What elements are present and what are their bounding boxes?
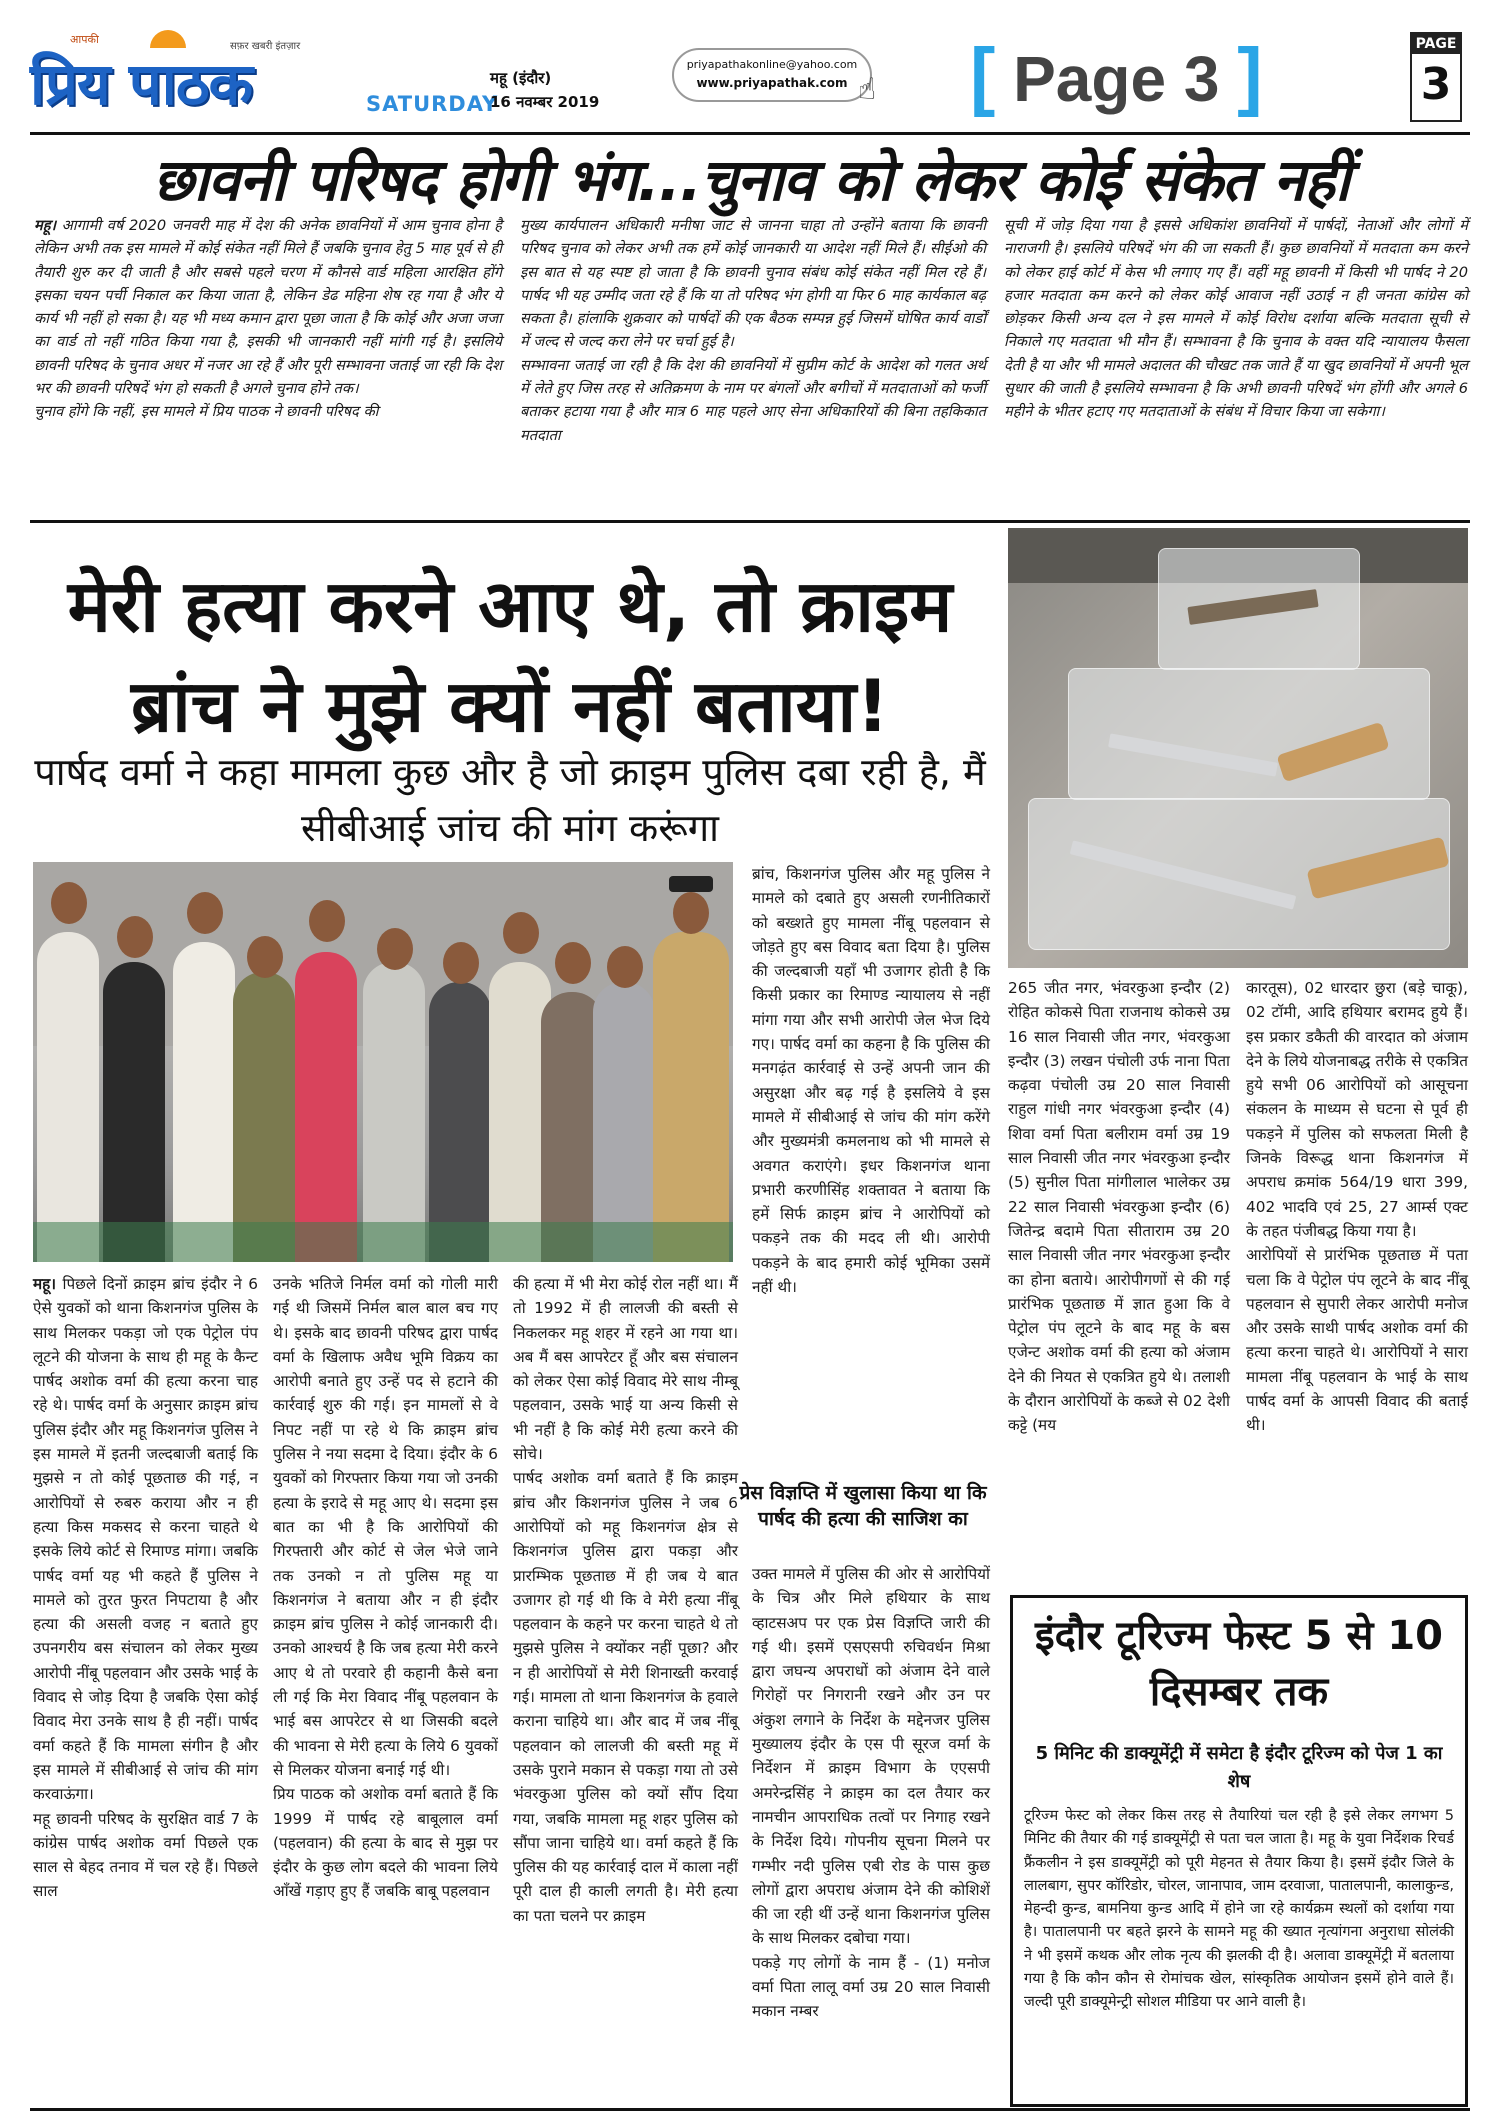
story3-headline: इंदौर टूरिज्म फेस्ट 5 से 10 दिसम्बर तक [1034, 1613, 1443, 1715]
story2-crosshead: प्रेस विज्ञप्ति में खुलासा किया था कि पार्षद की हत्या की साजिश का [739, 1482, 987, 1530]
story2-dateline: महू। [33, 1275, 57, 1293]
story1-column-3: सूची में जोड़ दिया गया है इससे अधिकांश छावनियों में पार्षदों, नेताओं और लोगों में नाराजगी है। इसलिये परिषदें भंग की जा सकती हैं। कुछ छावनियों में मतदाता कम करने को लेकर हाई कोर्ट में केस भी लगाए गए हैं। वहीं महू छावनी में किसी भी पार्षद ने 20 हजार मतदाता कम करने को लेकर कोई आवाज नहीं उठाई न ही जनता कांग्रेस को छोड़कर किसी अन्य दल ने इस मामले में कोई विरोध दर्शाया बल्कि मतदाता सूची से निकाले गए मतदाता भी मौन हैं। सम्भावना है कि चुनाव के वक्त यदि न्यायालय फैसला देती है या और भी मामले अदालत की चौखट तक जाते हैं या खुद छावनियों में अपनी भूल सुधार की जाती है इसलिये सम्भावना है कि अभी छावनी परिषदें भंग होंगी और अगले 6 महीने के भीतर हटाए गए मतदाताओं के संबंध में विचार किया जा सकेगा। [1004, 217, 1468, 421]
story3-body: टूरिज्म फेस्ट को लेकर किस तरह से तैयारियां चल रही है इसे लेकर लगभग 5 मिनिट की तैयार की गई डाक्यूमेंट्री से पता चल जाता है। महू के युवा निर्देशक रिचर्ड फ्रैंकलीन ने इस डाक्यूमेंट्री को पूरी मेहनत से तैयार किया है। इसमें इंदौर जिले के लालबाग, सुपर कॉरिडोर, चोरल, जानापाव, जाम दरवाजा, पातालपानी, कालाकुन्ड, मेहन्दी कुन्ड, बामनिया कुन्ड आदि में होने जा रहे कार्यक्रम स्थलों को दर्शाया गया है। पातालपानी पर बहते झरने के सामने महू की ख्यात नृत्यांगना अनुराधा सोलंकी ने भी इसमें कथक और लोक नृत्य की झलकी दी है। अलावा डाक्यूमेंट्री में बतलाया गया है कि कौन कौन से रोमांचक खेल, सांस्कृतिक आयोजन इसमें होने वाले हैं। जल्दी पूरी डाक्यूमेन्ट्री सोशल मीडिया पर आने वाली है। [1024, 1807, 1454, 2011]
story1-dateline: महू। [34, 217, 57, 234]
logo-text: प्रिय पाठक [30, 50, 253, 118]
website-link[interactable]: www.priyapathak.com [696, 76, 848, 90]
masthead-day: SATURDAY [366, 92, 499, 116]
masthead-place: महू (इंदौर) [490, 69, 552, 87]
page-number: 3 [1420, 59, 1452, 110]
story2-column-5: 265 जीत नगर, भंवरकुआ इन्दौर (2) रोहित कोकसे पिता राजनाथ कोकसे उम्र 16 साल निवासी जीत नगर, भंवरकुआ इन्दौर (3) लखन पंचोली उर्फ नाना पिता कढ़वा पंचोली उम्र 20 साल निवासी राहुल गांधी नगर भंवरकुआ इन्दौर (4) शिवा वर्मा पिता बलीराम वर्मा उम्र 19 साल निवासी जीत नगर भंवरकुआ इन्दौर (5) सुनील पिता मांगीलाल भालेकर उम्र 22 साल निवासी भंवरकुआ इन्दौर (6) जितेन्द्र बदामे पिता सीताराम उम्र 20 साल निवासी जीत नगर भंवरकुआ इन्दौर का होना बताये। आरोपीगणों से की गई प्रारंभिक पूछताछ में ज्ञात हुआ कि वे पेट्रोल पंप लूटने के बाद महू के बस एजेन्ट अशोक वर्मा की हत्या को अंजाम देने की नियत से एकत्रित हुये थे। तलाशी के दौरान आरोपियों के कब्जे से 02 देशी कट्टे (मय [1008, 979, 1230, 1435]
story2-column-4a: ब्रांच, किशनगंज पुलिस और महू पुलिस ने मामले को दबाते हुए असली रणनीतिकारों को बख्शते हुए मामला नींबू पहलवान से जोड़ते हुए बस विवाद बता दिया है। पुलिस की जल्दबाजी यहाँ भी उजागर होती है कि किसी प्रकार का रिमाण्ड न्यायालय से नहीं मांगा गया और सभी आरोपी जेल भेज दिये गए। पार्षद वर्मा का कहना है कि पुलिस की मनगढ़ंत कार्रवाई से उन्हें अपनी जान की असुरक्षा और बढ़ गई है इसलिये वे इस मामले में सीबीआई से जांच की मांग करेंगे और मुख्यमंत्री कमलनाथ को भी मामले से अवगत कराएंगे। इधर किशनगंज थाना प्रभारी करणीसिंह शक्तावत ने बताया कि हमें सिर्फ क्राइम ब्रांच ने आरोपियों को पकड़ने तक की मदद ली थी। आरोपी पकड़ने के बाद हमारी कोई भूमिका उसमें नहीं थी। [752, 865, 990, 1297]
story2-column-1: महू। पिछले दिनों क्राइम ब्रांच इंदौर ने 6 ऐसे युवकों को थाना किशनगंज पुलिस के साथ मिलकर पकड़ा जो एक पेट्रोल पंप लूटने की योजना के साथ ही महू के कैन्ट पार्षद अशोक वर्मा की हत्या करना चाह रहे थे। पार्षद वर्मा के अनुसार क्राइम ब्रांच पुलिस इंदौर और महू किशनगंज पुलिस ने इस मामले में इतनी जल्दबाजी बताई कि मुझसे न तो कोई पूछताछ की गई, न आरोपियों से रुबरु कराया और न ही हत्या किस मकसद से करना चाहते थे इसके लिये कोर्ट से रिमाण्ड मांगा। जबकि पार्षद वर्मा यह भी कहते हैं पुलिस ने मामले को तुरत फुरत निपटाया है और हत्या की असली वजह न बताते हुए उपनगरीय बस संचालन को लेकर मुख्य आरोपी नींबू पहलवान और उसके भाई के विवाद से जोड़ दिया है जबकि ऐसा कोई विवाद मेरा उनके साथ है ही नहीं। पार्षद वर्मा कहते हैं कि मामला संगीन है और इस मामले में सीबीआई से जांच की मांग करवाऊंगा। महू छावनी परिषद के सुरक्षित वार्ड 7 के कांग्रेस पार्षद अशोक वर्मा पिछले एक साल से बेहद तनाव में चल रहे हैं। पिछले साल [33, 1275, 258, 1901]
page-label: [ Page 3 ] [970, 33, 1263, 118]
story2-column-2: उनके भतिजे निर्मल वर्मा को गोली मारी गई थी जिसमें निर्मल बाल बाल बच गए थे। इसके बाद छावनी परिषद द्वारा पार्षद वर्मा के खिलाफ अवैध भूमि विक्रय का आरोपी बनाते हुए उन्हें पद से हटाने की कार्रवाई शुरु की गई। इन मामलों से वे निपट नहीं पा रहे थे कि क्राइम ब्रांच पुलिस ने नया सदमा दे दिया। इंदौर के 6 युवकों को गिरफ्तार किया गया जो उनकी हत्या के इरादे से महू आए थे। सदमा इस बात का भी है कि आरोपियों की गिरफ्तारी और कोर्ट से जेल भेजे जाने तक उनको न तो पुलिस महू या किशनगंज ने बताया और न ही इंदौर क्राइम ब्रांच पुलिस ने कोई जानकारी दी। उनको आश्चर्य है कि जब हत्या मेरी करने आए थे तो परवारे ही कहानी कैसे बना ली गई कि मेरा विवाद नींबू पहलवान के भाई बस आपरेटर से था जिसकी बदले की भावना से मेरी हत्या के लिये 6 युवकों से मिलकर योजना बनाई गई थी। प्रिय पाठक को अशोक वर्मा बताते हैं कि 1999 में पार्षद रहे बाबूलाल वर्मा (पहलवान) की हत्या के बाद से मुझ पर इंदौर के कुछ लोग बदले की भावना लिये आँखें गड़ाए हुए हैं जबकि बाबू पहलवान [273, 1275, 498, 1901]
masthead-date: 16 नवम्बर 2019 [490, 93, 600, 111]
accused-group-photo [33, 862, 733, 1262]
bracket-right-icon: ] [1237, 33, 1263, 118]
story2-column-3: की हत्या में भी मेरा कोई रोल नहीं था। मैं तो 1992 में ही लालजी की बस्ती से निकलकर महू शहर में रहने आ गया था। अब मैं बस आपरेटर हूँ और बस संचालन को लेकर ऐसा कोई विवाद मेरे साथ नीम्बू पहलवान, उसके भाई या अन्य किसी से भी नहीं है कि कोई मेरी हत्या करने की सोचे। पार्षद अशोक वर्मा बताते हैं कि क्राइम ब्रांच और किशनगंज पुलिस ने जब 6 आरोपियों को महू किशनगंज क्षेत्र से किशनगंज पुलिस द्वारा पकड़ा और प्रारम्भिक पूछताछ में ही जब ये बात उजागर हो गई थी कि वे मेरी हत्या नींबू पहलवान के कहने पर करना चाहते थे तो मुझसे पुलिस ने क्योंकर नहीं पूछा? और न ही आरोपियों से मेरी शिनाख्ती करवाई गई। मामला तो थाना किशनगंज के हवाले कराना चाहिये था। और बाद में जब नींबू पहलवान को लालजी की बस्ती महू में उसके पुराने मकान से पकड़ा गया तो उसे भंवरकुआ पुलिस को क्यों सौंप दिया गया, जबकि मामला महू शहर पुलिस को सौंपा जाना चाहिये था। वर्मा कहते हैं कि पुलिस की यह कार्रवाई दाल में काला नहीं पूरी दाल ही काली लगती है। मेरी हत्या का पता चलने पर क्राइम [513, 1275, 738, 1925]
masthead-rule [30, 132, 1470, 135]
story1-column-1: महू। आगामी वर्ष 2020 जनवरी माह में देश की अनेक छावनियों में आम चुनाव होना है लेकिन अभी तक इस मामले में कोई संकेत नहीं मिले हैं जबकि चुनाव हेतु 5 माह पूर्व से ही तैयारी शुरु कर दी जाती है और सबसे पहले चरण में कौनसे वार्ड महिला आरक्षित होंगे इसका चयन पर्ची निकाल कर किया जाता है, लेकिन डेढ महिना शेष रह गया है और ये कार्य भी नहीं हो सका है। यह भी मध्य कमान द्वारा पूछा जाता है कि कोई और अजा जजा का वार्ड तो नहीं गठित किया गया है, इसकी भी जानकारी नहीं मांगी गई है। इसलिये छावनी परिषद के चुनाव अधर में नजर आ रहे हैं और पूरी सम्भावना जताई जा रही कि देश भर की छावनी परिषदें भंग हो सकती है अगले चुनाव होने तक। चुनाव होंगे कि नहीं, इस मामले में प्रिय पाठक ने छावनी परिषद की [34, 217, 502, 421]
contact-box [672, 48, 872, 102]
story1-headline: छावनी परिषद होगी भंग...चुनाव को लेकर कोई संकेत नहीं [152, 146, 1350, 214]
story2-column-6: कारतूस), 02 धारदार छुरा (बड़े चाकू), 02 टॉमी, आदि हथियार बरामद हुये हैं। इस प्रकार डकैती की वारदात को अंजाम देने के लिये योजनाबद्ध तरीके से एकत्रित हुये सभी 06 आरोपियों को आसूचना संकलन के माध्यम से घटना से पूर्व ही पकड़ने में पुलिस को सफलता मिली है जिनके विरूद्ध थाना किशनगंज में अपराध क्रमांक 564/19 धारा 399, 402 भादवि एवं 25, 27 आर्म्स एक्ट के तहत पंजीबद्ध किया गया है। आरोपियों से प्रारंभिक पूछताछ में पता चला कि वे पेट्रोल पंप लूटने के बाद नींबू पहलवान से सुपारी लेकर आरोपी मनोज और उसके साथी पार्षद अशोक वर्मा की हत्या करना चाहते थे। आरोपियों ने सारा मामला नींबू पहलवान के भाई के साथ पार्षद वर्मा के आपसी विवाद की बताई थी। [1246, 979, 1468, 1435]
section-divider [30, 520, 1470, 523]
story2-subhead: पार्षद वर्मा ने कहा मामला कुछ और है जो क्राइम पुलिस दबा रही है, मैं सीबीआई जांच की मांग करूंगा [34, 750, 986, 850]
pointing-hand-icon: ☝ [858, 72, 877, 107]
footer-rule [30, 2108, 1470, 2111]
story2-column-4b: उक्त मामले में पुलिस की ओर से आरोपियों के चित्र और मिले हथियार के साथ व्हाटसअप पर एक प्रेस विज्ञप्ति जारी की गई थी। इसमें एसएसपी रुचिवर्धन मिश्रा द्वारा जघन्य अपराधों को अंजाम देने वाले गिरोहों पर निगरानी रखने और उन पर अंकुश लगाने के निर्देश के मद्देनजर पुलिस मुख्यालय इंदौर के एस पी सूरज वर्मा के निर्देशन में क्राइम विभाग के एएसपी अमरेन्द्रसिंह ने क्राइम का दल तैयार कर नामचीन आपराधिक तत्वों पर निगाह रखने के निर्देश दिये। गोपनीय सूचना मिलने पर गम्भीर नदी पुलिस एबी रोड के पास कुछ लोगों द्वारा अपराध अंजाम देने की कोशिशें की जा रही थीं उन्हें थाना किशनगंज पुलिस के साथ मिलकर दबोचा गया। पकड़े गए लोगों के नाम हैं - (1) मनोज वर्मा पिता लालू वर्मा उम्र 20 साल निवासी मकान नम्बर [752, 1565, 990, 2021]
seized-weapons-photo [1008, 528, 1468, 968]
story1-column-2: मुख्य कार्यपालन अधिकारी मनीषा जाट से जानना चाहा तो उन्होंने बताया कि छावनी परिषद चुनाव को लेकर अभी तक हमें कोई जानकारी या आदेश नहीं मिले हैं। सीईओ की इस बात से यह स्पष्ट हो जाता है कि छावनी चुनाव संबंध कोई संकेत नहीं मिल रहे हैं। पार्षद भी यह उम्मीद जता रहे हैं कि या तो परिषद भंग होगी या फिर 6 माह कार्यकाल बढ़ सकता है। हांलाकि शुक्रवार को पार्षदों की एक बैठक सम्पन्न हुई जिसमें घोषित कार्य वार्डों में जल्द से जल्द करा लेने पर चर्चा हुई है। सम्भावना जताई जा रही है कि देश की छावनियों में सुप्रीम कोर्ट के आदेश को गलत अर्थ में लेते हुए जिस तरह से अतिक्रमण के नाम पर बंगलों और बगीचों में मतदाताओं को फर्जी बताकर हटाया गया है और मात्र 6 माह पहले आए सेना अधिकारियों की बिना तहकिकात मतदाता [520, 217, 986, 444]
page-number-box [1410, 32, 1462, 122]
bracket-left-icon: [ [970, 33, 996, 118]
email-text[interactable]: priyapathakonline@yahoo.com [686, 58, 858, 71]
masthead-logo [30, 30, 350, 130]
story3-subhead: 5 मिनिट की डाक्यूमेंट्री में समेटा है इंदौर टूरिज्म को पेज 1 का शेष [1035, 1743, 1443, 1792]
logo-top-text: आपकी [70, 33, 99, 46]
logo-tagline: सफ़र खबरी इंतज़ार [230, 41, 301, 52]
page-tag: PAGE [1412, 34, 1460, 54]
story2-headline: मेरी हत्या करने आए थे, तो क्राइम ब्रांच ने मुझे क्यों नहीं बताया! [67, 564, 953, 748]
